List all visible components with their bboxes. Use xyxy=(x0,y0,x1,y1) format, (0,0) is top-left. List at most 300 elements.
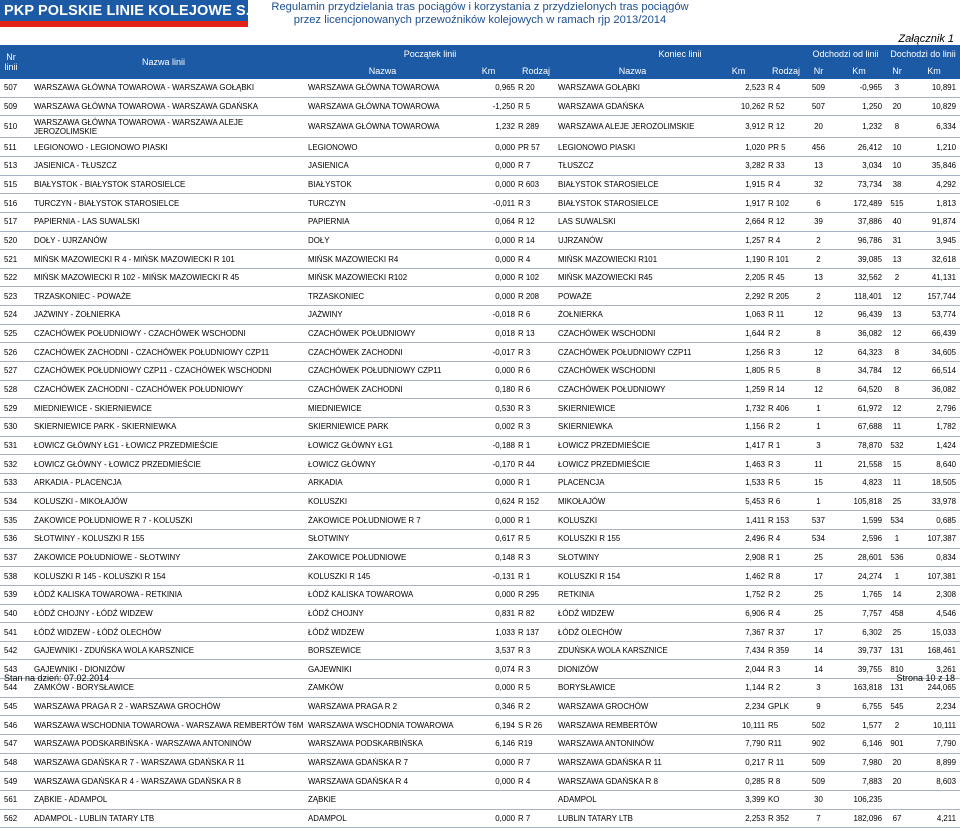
col-start-rodzaj: Rodzaj xyxy=(521,65,550,76)
cell-end-name: TŁUSZCZ xyxy=(558,161,594,171)
cell-odch-nr: 9 xyxy=(816,702,821,712)
cell-end-name: MIKOŁAJÓW xyxy=(558,496,606,506)
cell-end-rodzaj: R 359 xyxy=(768,646,790,656)
cell-doch-km: 18,505 xyxy=(931,478,956,488)
cell-end-rodzaj: R 4 xyxy=(768,83,781,93)
cell-end-rodzaj: R 4 xyxy=(768,179,781,189)
cell-doch-nr: 1 xyxy=(894,534,900,544)
cell-start-rodzaj: R 2 xyxy=(518,702,531,712)
cell-odch-nr: 20 xyxy=(814,122,823,132)
cell-start-name: ŁÓDŹ KALISKA TOWAROWA xyxy=(308,590,414,600)
cell-nr: 530 xyxy=(4,422,18,432)
cell-start-rodzaj: R 44 xyxy=(518,459,535,469)
cell-doch-nr: 10 xyxy=(892,161,902,171)
cell-odch-km: 6,146 xyxy=(862,739,882,749)
cell-start-rodzaj: R 5 xyxy=(518,101,531,111)
cell-doch-km: 4,292 xyxy=(936,179,956,189)
cell-end-rodzaj: KO xyxy=(768,795,780,805)
cell-start-km: 0,000 xyxy=(495,683,515,693)
cell-line-name: ZĄBKIE - ADAMPOL xyxy=(34,795,108,805)
cell-doch-km: 41,131 xyxy=(931,273,956,283)
col-doch-nr: Nr xyxy=(892,65,902,76)
cell-start-name: GAJEWNIKI xyxy=(308,664,352,674)
cell-doch-km: 107,387 xyxy=(927,534,956,544)
cell-line-name: PAPIERNIA - LAS SUWALSKI xyxy=(34,217,140,227)
cell-start-km: -1,250 xyxy=(492,101,515,111)
cell-odch-nr: 17 xyxy=(814,571,823,581)
cell-line-name: GAJEWNIKI - DIONIZÓW xyxy=(34,664,125,674)
cell-end-rodzaj: R 2 xyxy=(768,590,781,600)
cell-doch-km: 157,744 xyxy=(927,291,956,301)
cell-end-rodzaj: R 2 xyxy=(768,329,781,339)
cell-odch-km: 7,757 xyxy=(862,608,882,618)
cell-end-rodzaj: R 153 xyxy=(768,515,790,525)
cell-doch-nr: 810 xyxy=(890,664,904,674)
cell-end-name: WARSZAWA REMBERTÓW xyxy=(558,720,658,730)
cell-doch-nr: 20 xyxy=(892,101,902,111)
cell-end-name: RETKINIA xyxy=(558,590,595,600)
cell-odch-km: 36,082 xyxy=(857,329,882,339)
cell-start-km: 0,000 xyxy=(495,776,515,786)
cell-start-name: WARSZAWA PODSKARBIŃSKA xyxy=(308,739,423,749)
cell-odch-nr: 3 xyxy=(816,683,821,693)
cell-start-rodzaj: R 1 xyxy=(518,478,531,488)
cell-start-rodzaj: R 3 xyxy=(518,646,531,656)
cell-end-km: 2,044 xyxy=(745,664,765,674)
table-row xyxy=(0,791,960,810)
cell-doch-km: 33,978 xyxy=(931,496,956,506)
table-row xyxy=(0,772,960,791)
cell-start-km: -0,188 xyxy=(492,441,515,450)
cell-start-rodzaj: R19 xyxy=(518,739,533,749)
cell-start-name: CZACHÓWEK POŁUDNIOWY CZP11 xyxy=(308,366,442,376)
cell-start-name: WARSZAWA GŁÓWNA TOWAROWA xyxy=(308,122,440,132)
cell-end-name: LEGIONOWO PIASKI xyxy=(558,142,636,152)
cell-start-name: LEGIONOWO xyxy=(308,142,358,152)
cell-doch-nr: 536 xyxy=(890,552,904,562)
cell-doch-nr: 458 xyxy=(890,608,904,618)
cell-start-rodzaj: R 13 xyxy=(518,329,535,339)
table-row xyxy=(0,623,960,642)
cell-end-rodzaj: R 1 xyxy=(768,441,781,450)
cell-end-rodzaj: R 11 xyxy=(768,758,785,768)
cell-nr: 537 xyxy=(4,552,18,562)
cell-start-km: 0,180 xyxy=(495,385,515,395)
cell-start-name: JASIENICA xyxy=(308,161,349,171)
cell-odch-km: 34,784 xyxy=(857,366,882,376)
cell-start-rodzaj: R 4 xyxy=(518,776,531,786)
cell-odch-nr: 1 xyxy=(816,422,821,432)
cell-line-name: WARSZAWA GDAŃSKA R 4 - WARSZAWA GDAŃSKA R 8 xyxy=(34,776,241,786)
cell-end-km: 2,523 xyxy=(745,83,765,93)
cell-start-km: 0,624 xyxy=(495,496,515,506)
cell-doch-km: 32,618 xyxy=(931,254,956,264)
cell-odch-km: 7,883 xyxy=(862,776,882,786)
cell-doch-nr: 2 xyxy=(894,720,900,730)
cell-start-km: 0,000 xyxy=(495,291,515,301)
cell-end-rodzaj: R 3 xyxy=(768,459,781,469)
cell-end-rodzaj: R 2 xyxy=(768,422,781,432)
cell-end-km: 3,912 xyxy=(745,122,765,132)
cell-odch-km: 4,823 xyxy=(862,478,882,488)
table-row xyxy=(0,194,960,213)
cell-nr: 539 xyxy=(4,590,18,600)
cell-nr: 546 xyxy=(4,720,18,730)
cell-doch-km: 1,813 xyxy=(936,198,956,208)
table-row xyxy=(0,288,960,307)
cell-doch-km: 2,796 xyxy=(936,403,956,413)
cell-end-name: SKIERNIEWKA xyxy=(558,422,613,432)
cell-line-name: TRZASKONIEC - POWAŻE xyxy=(34,291,132,301)
table-row xyxy=(0,399,960,418)
cell-doch-nr: 10 xyxy=(892,142,902,152)
cell-start-rodzaj: R 12 xyxy=(518,217,535,227)
cell-doch-km xyxy=(908,791,956,809)
cell-start-rodzaj: R 3 xyxy=(518,664,531,674)
table-row xyxy=(0,474,960,493)
annex-label: Załącznik 1 xyxy=(898,33,954,45)
table-row xyxy=(0,605,960,624)
cell-end-rodzaj: R 37 xyxy=(768,627,785,637)
cell-start-km: 0,000 xyxy=(495,273,515,283)
footer-page: Strona 10 z 18 xyxy=(896,673,955,683)
cell-odch-km: 39,755 xyxy=(857,664,882,674)
title-line-2: przez licencjonowanych przewoźników kolejowych w ramach rjp 2013/2014 xyxy=(293,13,667,26)
cell-nr: 521 xyxy=(4,254,18,264)
cell-odch-km: 1,599 xyxy=(862,515,882,525)
cell-line-name: BIAŁYSTOK - BIAŁYSTOK STAROSIELCE xyxy=(34,179,186,189)
cell-doch-km: 91,874 xyxy=(931,217,956,227)
cell-start-name: WARSZAWA GDAŃSKA R 7 xyxy=(308,758,408,768)
cell-start-name: CZACHÓWEK POŁUDNIOWY xyxy=(308,329,416,339)
cell-end-km: 7,434 xyxy=(745,646,765,656)
table-row xyxy=(0,511,960,530)
cell-start-km: 0,000 xyxy=(495,590,515,600)
cell-end-rodzaj: R 8 xyxy=(768,776,781,786)
table-row xyxy=(0,567,960,586)
cell-doch-nr: 3 xyxy=(894,83,900,93)
cell-start-km: 6,146 xyxy=(495,739,515,749)
cell-doch-km: 2,234 xyxy=(936,702,956,712)
cell-nr: 548 xyxy=(4,758,18,768)
cell-doch-nr: 8 xyxy=(894,122,900,132)
cell-nr: 507 xyxy=(4,83,18,93)
cell-line-name: ŁOWICZ GŁÓWNY - ŁOWICZ PRZEDMIEŚCIE xyxy=(34,459,201,469)
cell-end-km: 2,234 xyxy=(745,702,765,712)
cell-end-km: 1,915 xyxy=(745,179,765,189)
cell-end-name: WARSZAWA ANTONINÓW xyxy=(558,739,654,749)
cell-odch-km: 37,886 xyxy=(857,217,882,227)
cell-line-name: JASIENICA - TŁUSZCZ xyxy=(34,161,117,171)
cell-end-km: 1,063 xyxy=(745,310,765,320)
cell-nr: 510 xyxy=(4,122,18,132)
cell-odch-nr: 39 xyxy=(814,217,823,227)
cell-end-rodzaj: R 102 xyxy=(768,198,790,208)
cell-start-name: TURCZYN xyxy=(308,198,346,208)
cell-doch-nr: 11 xyxy=(892,422,902,432)
cell-nr: 517 xyxy=(4,217,18,227)
cell-doch-nr: 8 xyxy=(894,347,900,357)
cell-start-rodzaj: R 1 xyxy=(518,571,531,581)
cell-nr: 534 xyxy=(4,496,18,506)
cell-end-name: WARSZAWA GDAŃSKA R 8 xyxy=(558,776,658,786)
cell-odch-km: 6,302 xyxy=(862,627,882,637)
table-row xyxy=(0,362,960,381)
cell-line-name: KOLUSZKI R 145 - KOLUSZKI R 154 xyxy=(34,571,166,581)
cell-odch-km: 78,870 xyxy=(857,441,882,450)
cell-odch-nr: 8 xyxy=(816,329,821,339)
cell-nr: 535 xyxy=(4,515,18,525)
cell-doch-km: 53,774 xyxy=(931,310,956,320)
cell-end-rodzaj: PR 5 xyxy=(768,142,786,152)
cell-start-km: 0,965 xyxy=(495,83,515,93)
cell-end-rodzaj: R 1 xyxy=(768,552,781,562)
cell-doch-nr: 12 xyxy=(892,403,902,413)
cell-start-name: DOŁY xyxy=(308,235,330,245)
cell-odch-km: 28,601 xyxy=(857,552,882,562)
cell-odch-nr: 12 xyxy=(814,347,823,357)
cell-odch-nr: 902 xyxy=(811,739,826,749)
cell-nr: 531 xyxy=(4,441,18,450)
cell-odch-nr: 2 xyxy=(816,291,821,301)
cell-doch-nr: 534 xyxy=(890,515,904,525)
cell-start-rodzaj: R 152 xyxy=(518,496,540,506)
cell-odch-km: 1,765 xyxy=(862,590,882,600)
cell-odch-nr: 456 xyxy=(811,142,826,152)
cell-start-rodzaj xyxy=(518,791,556,809)
logo-text: PKP POLSKIE LINIE KOLEJOWE S.A. xyxy=(4,3,265,19)
cell-odch-nr: 2 xyxy=(816,254,821,264)
cell-doch-km: 15,033 xyxy=(931,627,956,637)
cell-odch-km: 64,520 xyxy=(857,385,882,395)
cell-end-name: LUBLIN TATARY LTB xyxy=(558,814,633,823)
cell-start-rodzaj: R 208 xyxy=(518,291,540,301)
cell-line-name: DOŁY - UJRZANÓW xyxy=(34,235,108,245)
cell-doch-km: 1,782 xyxy=(936,422,956,432)
cell-nr: 529 xyxy=(4,403,18,413)
title-line-1: Regulamin przydzielania tras pociągów i korzystania z przydzielonych tras pociągów xyxy=(271,1,689,13)
cell-end-rodzaj: R5 xyxy=(768,720,779,730)
cell-start-name: SKIERNIEWICE PARK xyxy=(308,422,389,432)
col-odchodzi-od: Odchodzi od linii xyxy=(812,48,879,59)
cell-doch-km: 10,829 xyxy=(931,101,956,111)
cell-end-km: 7,367 xyxy=(745,627,765,637)
cell-odch-km: 1,577 xyxy=(862,720,882,730)
cell-start-km: 0,074 xyxy=(495,664,515,674)
cell-doch-nr: 31 xyxy=(892,235,902,245)
cell-end-name: BIAŁYSTOK STAROSIELCE xyxy=(558,198,659,208)
cell-nr: 516 xyxy=(4,198,18,208)
cell-doch-nr: 40 xyxy=(892,217,902,227)
table-row xyxy=(0,754,960,773)
cell-doch-km: 2,308 xyxy=(936,590,956,600)
cell-odch-km: 106,235 xyxy=(853,795,882,805)
cell-line-name: JAŻWINY - ŻOŁNIERKA xyxy=(34,310,121,320)
cell-end-rodzaj: R 3 xyxy=(768,664,781,674)
cell-start-name: KOLUSZKI xyxy=(308,496,348,506)
cell-start-name: BORSZEWICE xyxy=(308,646,362,656)
cell-end-name: CZACHÓWEK POŁUDNIOWY CZP11 xyxy=(558,347,692,357)
cell-line-name: WARSZAWA GDAŃSKA R 7 - WARSZAWA GDAŃSKA R 11 xyxy=(34,758,245,768)
cell-doch-nr: 25 xyxy=(892,627,902,637)
cell-doch-nr: 14 xyxy=(892,590,902,600)
cell-start-km: 0,018 xyxy=(495,329,515,339)
cell-start-name: ZAMKÓW xyxy=(308,683,344,693)
cell-end-rodzaj: R 52 xyxy=(768,101,785,111)
cell-start-km: 0,617 xyxy=(495,534,515,544)
cell-start-rodzaj: R 82 xyxy=(518,608,535,618)
cell-odch-nr: 11 xyxy=(814,459,823,469)
col-start-nazwa: Nazwa xyxy=(368,65,397,76)
cell-doch-nr: 1 xyxy=(894,571,900,581)
cell-end-km: 1,805 xyxy=(745,366,765,376)
table-row xyxy=(0,79,960,98)
cell-start-km: 0,530 xyxy=(495,403,515,413)
cell-start-rodzaj: R 6 xyxy=(518,366,531,376)
cell-end-name: WARSZAWA ALEJE JEROZOLIMSKIE xyxy=(558,122,695,132)
cell-odch-km: 61,972 xyxy=(857,403,882,413)
table-row xyxy=(0,549,960,568)
cell-odch-km: -0,965 xyxy=(859,83,882,93)
table-row xyxy=(0,157,960,176)
cell-doch-km: 10,111 xyxy=(933,720,956,730)
cell-doch-nr: 12 xyxy=(892,291,902,301)
cell-start-km: 0,000 xyxy=(495,478,515,488)
cell-start-km: 0,000 xyxy=(495,366,515,376)
cell-end-rodzaj: R 12 xyxy=(768,217,785,227)
cell-nr: 520 xyxy=(4,235,18,245)
cell-start-rodzaj: R 3 xyxy=(518,552,531,562)
cell-line-name: MIEDNIEWICE - SKIERNIEWICE xyxy=(34,403,152,413)
cell-end-km: 1,462 xyxy=(745,571,765,581)
cell-doch-nr: 532 xyxy=(890,441,904,450)
cell-end-name: WARSZAWA GROCHÓW xyxy=(558,702,649,712)
cell-nr: 549 xyxy=(4,776,18,786)
document-header xyxy=(0,0,960,27)
table-row xyxy=(0,176,960,195)
cell-line-name: GAJEWNIKI - ZDUŃSKA WOLA KARSZNICE xyxy=(34,646,195,656)
cell-odch-nr: 6 xyxy=(816,198,821,208)
cell-end-rodzaj: R 205 xyxy=(768,291,790,301)
cell-start-name: CZACHÓWEK ZACHODNI xyxy=(308,347,403,357)
cell-end-km: 1,732 xyxy=(745,403,765,413)
cell-line-name: MIŃSK MAZOWIECKI R 102 - MIŃSK MAZOWIECKI R 45 xyxy=(34,273,240,283)
cell-odch-nr: 7 xyxy=(816,814,821,823)
table-row xyxy=(0,98,960,117)
col-odch-nr: Nr xyxy=(813,65,824,76)
cell-end-km: 1,752 xyxy=(745,590,765,600)
table-header xyxy=(0,45,960,79)
cell-end-name: CZACHÓWEK WSCHODNI xyxy=(558,366,656,376)
cell-line-name: SKIERNIEWICE PARK - SKIERNIEWKA xyxy=(34,422,177,432)
cell-line-name: SŁOTWINY - KOLUSZKI R 155 xyxy=(34,534,145,544)
cell-start-km: -0,017 xyxy=(492,347,515,357)
cell-odch-km: 96,786 xyxy=(857,235,882,245)
cell-end-name: KOLUSZKI xyxy=(558,515,598,525)
cell-end-km: 0,217 xyxy=(745,758,765,768)
cell-end-rodzaj: R 6 xyxy=(768,496,781,506)
cell-line-name: CZACHÓWEK ZACHODNI - CZACHÓWEK POŁUDNIOWY CZP11 xyxy=(34,347,270,357)
cell-nr: 538 xyxy=(4,571,18,581)
cell-end-km: 2,205 xyxy=(745,273,765,283)
cell-start-km: 0,000 xyxy=(495,161,515,171)
cell-start-rodzaj: R 1 xyxy=(518,441,531,450)
col-koniec-linii: Koniec linii xyxy=(658,48,702,59)
cell-start-name: BIAŁYSTOK xyxy=(308,179,352,189)
cell-start-rodzaj: PR 57 xyxy=(518,142,540,152)
cell-end-name: ZDUŃSKA WOLA KARSZNICE xyxy=(558,646,668,656)
table-row xyxy=(0,735,960,754)
cell-odch-nr: 14 xyxy=(814,664,823,674)
cell-end-km: 1,463 xyxy=(745,459,765,469)
cell-doch-nr: 12 xyxy=(892,366,902,376)
footer-date: Stan na dzień: 07.02.2014 xyxy=(4,673,110,683)
cell-end-name: UJRZANÓW xyxy=(558,235,603,245)
cell-doch-km: 107,381 xyxy=(927,571,956,581)
cell-end-name: SKIERNIEWICE xyxy=(558,403,616,413)
cell-odch-km: 1,250 xyxy=(862,101,882,111)
cell-line-name: ŁOWICZ GŁÓWNY ŁG1 - ŁOWICZ PRZEDMIEŚCIE xyxy=(34,441,218,450)
cell-odch-nr: 507 xyxy=(811,101,826,111)
cell-odch-nr: 8 xyxy=(816,366,821,376)
cell-start-name: MIŃSK MAZOWIECKI R102 xyxy=(308,273,408,283)
cell-odch-nr: 1 xyxy=(816,496,821,506)
cell-odch-nr: 17 xyxy=(814,627,823,637)
cell-start-km: 0,000 xyxy=(495,142,515,152)
cell-start-km: -0,018 xyxy=(492,310,515,320)
cell-start-rodzaj: R 6 xyxy=(518,385,531,395)
cell-start-km: 0,148 xyxy=(495,552,515,562)
cell-line-name: CZACHÓWEK POŁUDNIOWY - CZACHÓWEK WSCHODNI xyxy=(34,329,246,339)
cell-odch-nr: 534 xyxy=(811,534,826,544)
cell-nr: 509 xyxy=(4,101,18,111)
cell-end-km: 2,664 xyxy=(745,217,765,227)
cell-end-km: 2,292 xyxy=(745,291,765,301)
cell-end-km: 0,285 xyxy=(745,776,765,786)
cell-end-rodzaj: R 45 xyxy=(768,273,785,283)
cell-odch-km: 26,412 xyxy=(857,142,882,152)
cell-odch-km: 67,688 xyxy=(857,422,882,432)
cell-doch-nr: 13 xyxy=(892,254,902,264)
cell-nr: 541 xyxy=(4,627,18,637)
cell-start-rodzaj: R 603 xyxy=(518,179,540,189)
cell-start-rodzaj: R 7 xyxy=(518,814,531,823)
cell-start-rodzaj: R 7 xyxy=(518,161,531,171)
cell-odch-km: 96,439 xyxy=(857,310,882,320)
cell-end-name: WARSZAWA GOŁĄBKI xyxy=(558,83,640,93)
cell-line-name: ARKADIA - PLACENCJA xyxy=(34,478,122,488)
cell-odch-km: 24,274 xyxy=(857,571,882,581)
cell-odch-nr: 30 xyxy=(814,795,823,805)
cell-start-rodzaj: R 4 xyxy=(518,254,531,264)
cell-start-name: WARSZAWA WSCHODNIA TOWAROWA xyxy=(308,720,454,730)
cell-doch-km: 244,065 xyxy=(927,683,956,693)
cell-start-rodzaj: R 137 xyxy=(518,627,540,637)
cell-end-km: 10,262 xyxy=(740,101,765,111)
col-odch-km: Km xyxy=(852,65,866,76)
cell-odch-nr: 25 xyxy=(814,590,823,600)
cell-start-name: PAPIERNIA xyxy=(308,217,350,227)
cell-end-rodzaj: R 2 xyxy=(768,683,781,693)
cell-odch-nr: 13 xyxy=(814,273,823,283)
cell-odch-km: 32,562 xyxy=(857,273,882,283)
cell-end-name: LAS SUWALSKI xyxy=(558,217,616,227)
cell-nr: 525 xyxy=(4,329,18,339)
cell-doch-km: 7,790 xyxy=(936,739,956,749)
table-row xyxy=(0,269,960,288)
table-row xyxy=(0,213,960,232)
cell-odch-km: 7,980 xyxy=(862,758,882,768)
